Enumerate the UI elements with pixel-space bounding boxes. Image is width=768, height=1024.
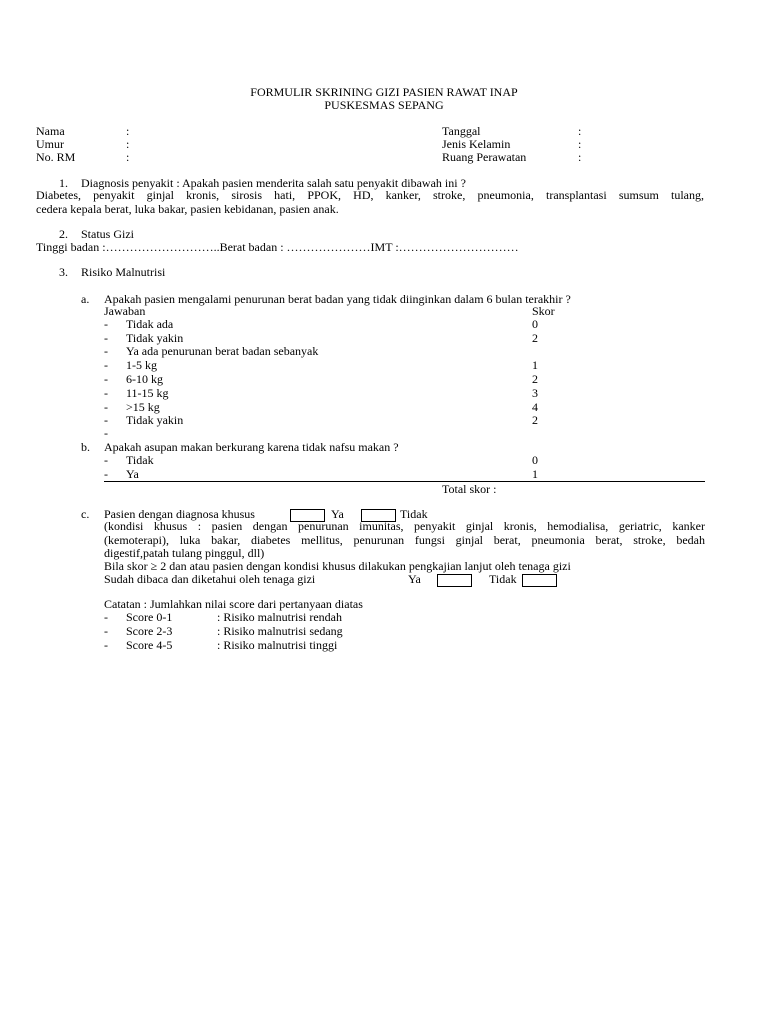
score-range: Score 4-5 xyxy=(126,638,173,652)
answer-text: >15 kg xyxy=(126,400,160,414)
special-condition-line3: digestif,patah tulang pinggul, dll) xyxy=(104,546,265,560)
answer-text: Tidak yakin xyxy=(126,331,184,345)
answer-score: 0 xyxy=(532,453,538,467)
row-dash: - xyxy=(104,358,108,372)
diagnosis-list-line2: cedera kepala berat, luka bakar, pasien kebidanan, pasien anak. xyxy=(36,201,339,216)
special-diagnosis-yes-label: Ya xyxy=(331,507,344,521)
answer-score: 4 xyxy=(532,400,538,414)
row-dash: - xyxy=(104,400,108,414)
score-description: : Risiko malnutrisi tinggi xyxy=(217,638,338,652)
label-ruang-perawatan: Ruang Perawatan xyxy=(442,150,527,164)
label-nama: Nama xyxy=(36,124,65,138)
row-dash: - xyxy=(104,372,108,386)
sep-jenis-kelamin: : xyxy=(578,137,582,151)
status-gizi-fields: Tinggi badan :………………………..Berat badan : …………………IMT :………………………… xyxy=(36,240,519,254)
question-c-letter: c. xyxy=(81,507,90,521)
label-no-rm: No. RM xyxy=(36,150,76,164)
read-no-checkbox[interactable] xyxy=(522,574,557,587)
row-dash: - xyxy=(104,638,108,652)
answer-text: Tidak yakin xyxy=(126,413,184,427)
label-tanggal: Tanggal xyxy=(442,124,481,138)
special-condition-note xyxy=(104,520,705,561)
special-diagnosis-no-label: Tidak xyxy=(400,507,428,521)
score-description: : Risiko malnutrisi sedang xyxy=(217,624,343,638)
label-umur: Umur xyxy=(36,137,64,151)
section2-title: Status Gizi xyxy=(81,227,134,241)
answer-score: 2 xyxy=(532,413,538,427)
answer-text: 11-15 kg xyxy=(126,386,169,400)
question-b-letter: b. xyxy=(81,440,90,454)
section3-number: 3. xyxy=(59,265,68,279)
section1-question: Diagnosis penyakit : Apakah pasien menderita salah satu penyakit dibawah ini ? xyxy=(81,176,466,190)
read-yes-label: Ya xyxy=(408,572,421,586)
row-dash: - xyxy=(104,413,108,427)
read-no-label: Tidak xyxy=(489,572,517,586)
row-dash: - xyxy=(104,624,108,638)
row-dash: - xyxy=(104,386,108,400)
answer-score: 0 xyxy=(532,317,538,331)
special-condition-line1: (kondisi khusus : pasien dengan penurunan imunitas, penyakit ginjal kronis, hemodialisa, geriatric, kanker xyxy=(104,519,705,533)
section3-title: Risiko Malnutrisi xyxy=(81,265,166,279)
notes-title: Catatan : Jumlahkan nilai score dari pertanyaan diatas xyxy=(104,597,363,611)
sep-umur: : xyxy=(126,137,130,151)
question-c-text: Pasien dengan diagnosa khusus xyxy=(104,507,255,521)
read-yes-checkbox[interactable] xyxy=(437,574,472,587)
sep-nama: : xyxy=(126,124,130,138)
read-by-nutritionist-text: Sudah dibaca dan diketahui oleh tenaga gizi xyxy=(104,572,316,586)
diagnosis-list xyxy=(36,189,704,216)
diagnosis-list-line1: Diabetes, penyakit ginjal kronis, sirosis hati, PPOK, HD, kanker, stroke, pneumonia, transplantasi sumsum tulang, xyxy=(36,188,704,202)
sep-ruang-perawatan: : xyxy=(578,150,582,164)
score-description: : Risiko malnutrisi rendah xyxy=(217,610,342,624)
assessment-rule: Bila skor ≥ 2 dan atau pasien dengan kondisi khusus dilakukan pengkajian lanjut oleh tenaga gizi xyxy=(104,559,571,573)
row-dash: - xyxy=(104,426,108,440)
answer-score: 1 xyxy=(532,467,538,481)
section2-number: 2. xyxy=(59,227,68,241)
sep-tanggal: : xyxy=(578,124,582,138)
row-dash: - xyxy=(104,467,108,481)
row-dash: - xyxy=(104,453,108,467)
score-range: Score 2-3 xyxy=(126,624,173,638)
score-range: Score 0-1 xyxy=(126,610,173,624)
row-dash: - xyxy=(104,610,108,624)
row-dash: - xyxy=(104,331,108,345)
answer-text: Ya ada penurunan berat badan sebanyak xyxy=(126,344,319,358)
column-skor: Skor xyxy=(532,304,555,318)
answer-text: 1-5 kg xyxy=(126,358,157,372)
answer-score: 3 xyxy=(532,386,538,400)
form-title: FORMULIR SKRINING GIZI PASIEN RAWAT INAP xyxy=(250,85,518,99)
total-divider xyxy=(104,481,705,482)
label-jenis-kelamin: Jenis Kelamin xyxy=(442,137,511,151)
answer-score: 1 xyxy=(532,358,538,372)
answer-text: Tidak ada xyxy=(126,317,174,331)
section1-number: 1. xyxy=(59,176,68,190)
answer-score: 2 xyxy=(532,372,538,386)
special-condition-line2: (kemoterapi), luka bakar, diabetes mellitus, penurunan fungsi ginjal berat, pneumonia berat, stroke, bedah xyxy=(104,532,705,547)
answer-text: 6-10 kg xyxy=(126,372,163,386)
form-subtitle: PUSKESMAS SEPANG xyxy=(324,98,444,112)
row-dash: - xyxy=(104,317,108,331)
column-jawaban: Jawaban xyxy=(104,304,146,318)
question-a-text: Apakah pasien mengalami penurunan berat badan yang tidak diinginkan dalam 6 bulan terakhir ? xyxy=(104,292,571,306)
question-a-letter: a. xyxy=(81,292,90,306)
row-dash: - xyxy=(104,344,108,358)
answer-text: Tidak xyxy=(126,453,154,467)
total-score-label: Total skor : xyxy=(442,482,497,496)
answer-score: 2 xyxy=(532,331,538,345)
answer-text: Ya xyxy=(126,467,139,481)
sep-no-rm: : xyxy=(126,150,130,164)
question-b-text: Apakah asupan makan berkurang karena tidak nafsu makan ? xyxy=(104,440,399,454)
